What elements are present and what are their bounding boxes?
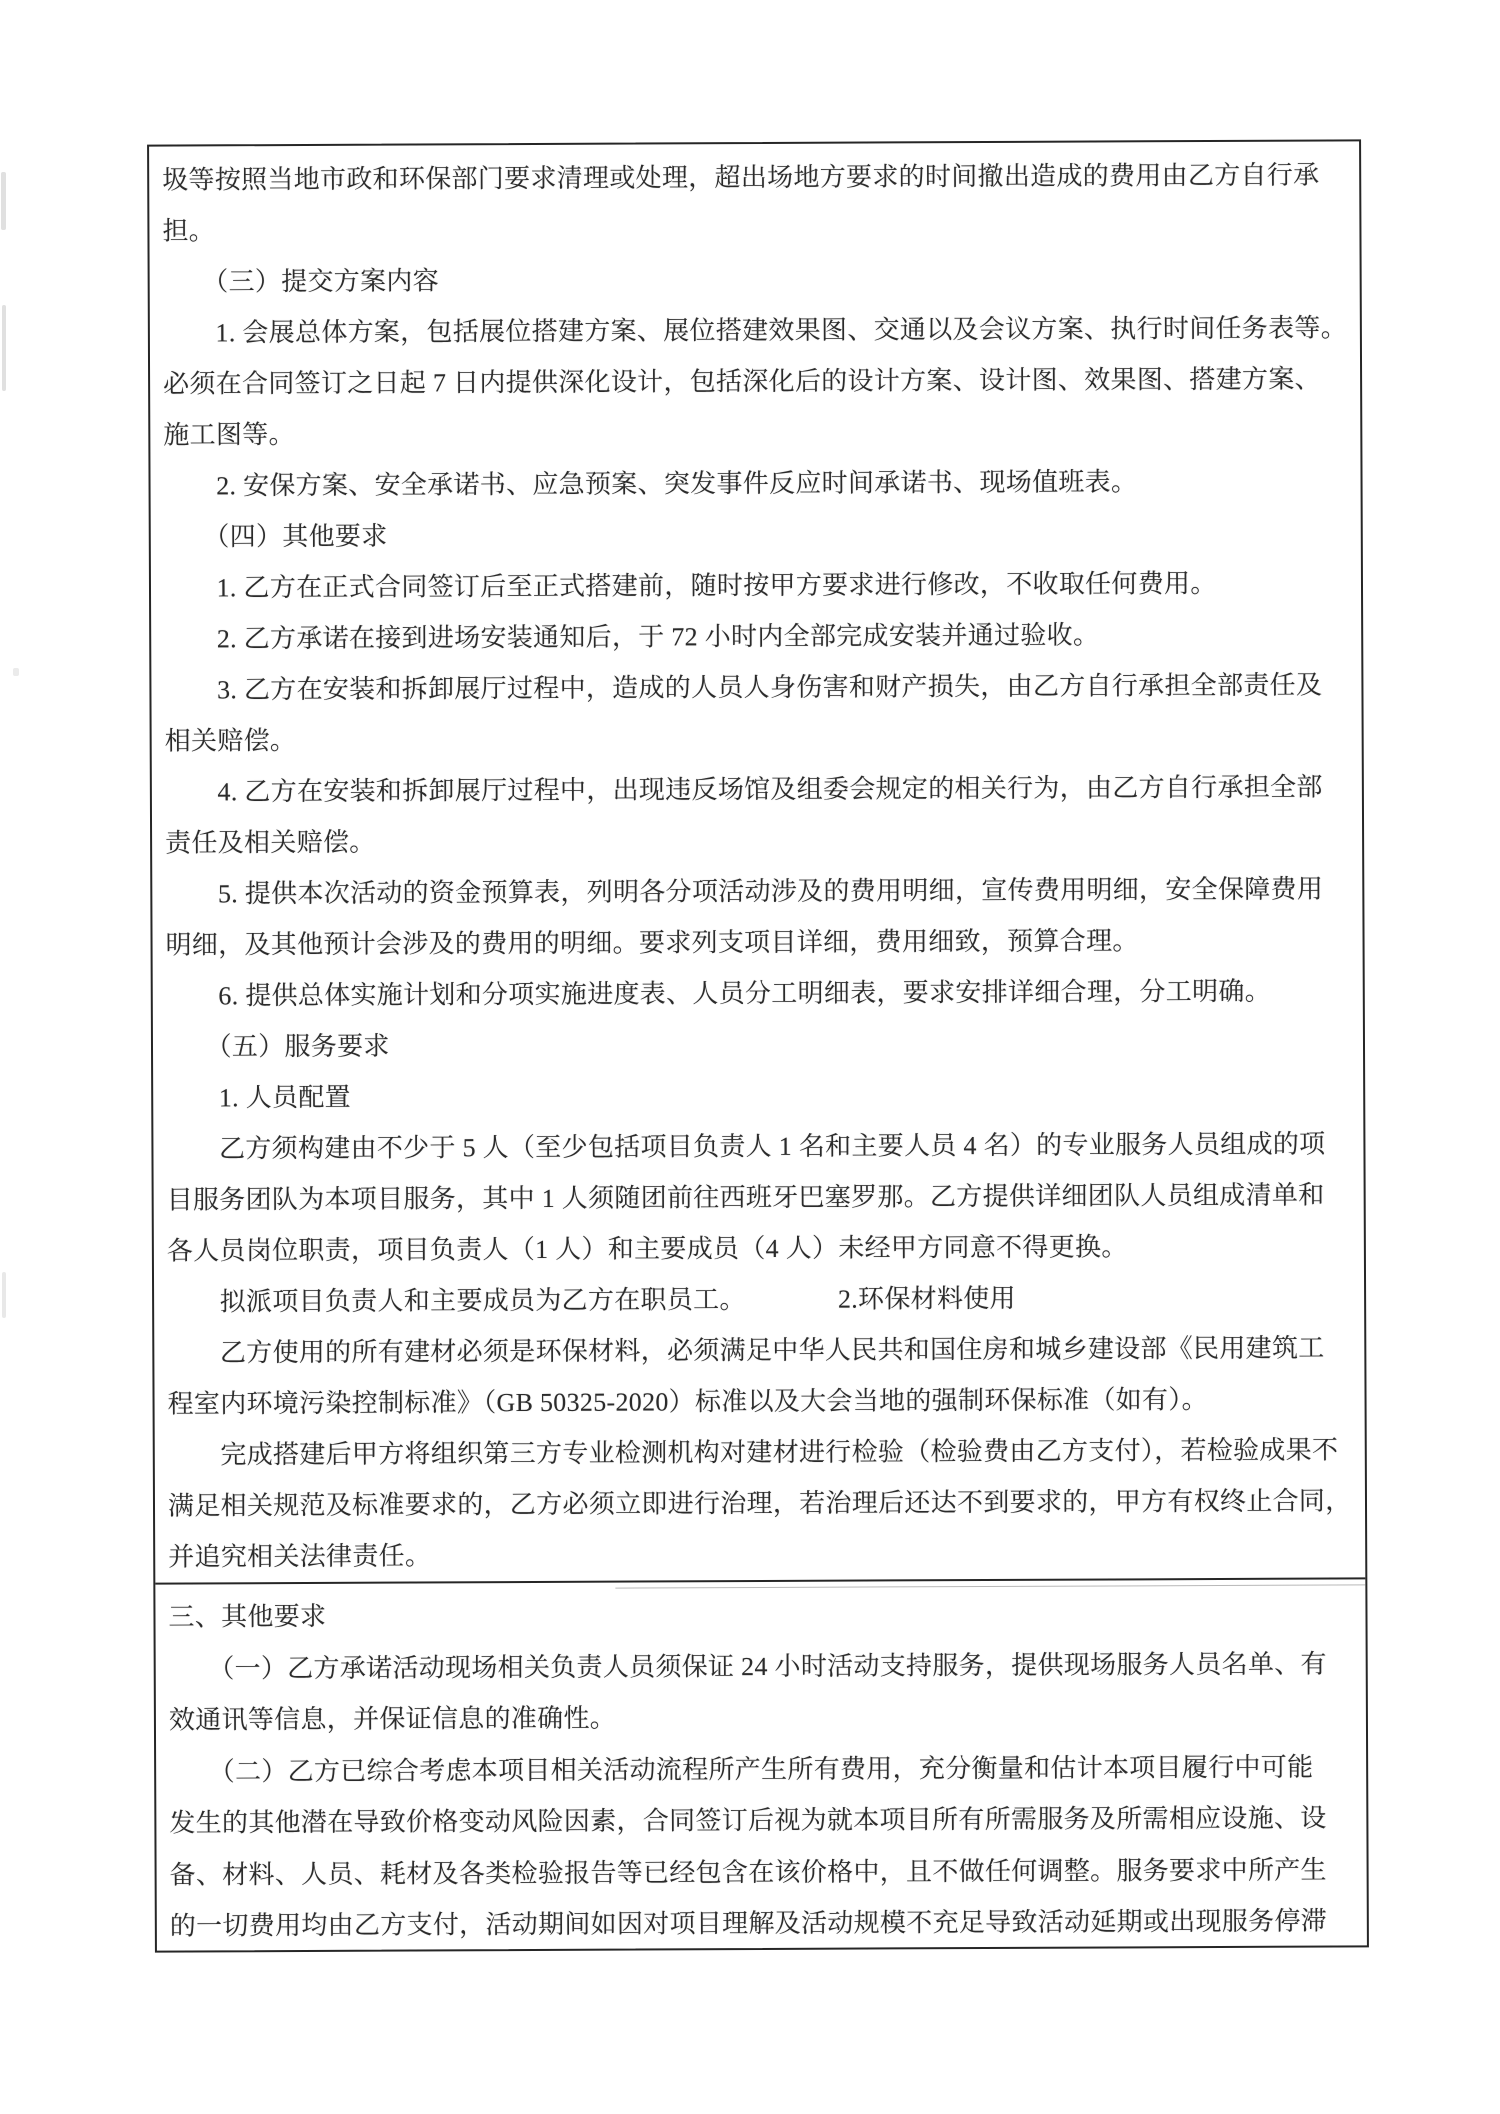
text-line: 明细，及其他预计会涉及的费用的明细。要求列支项目详细，费用细致，预算合理。 (165, 926, 1139, 960)
text-line: 目服务团队为本项目服务，其中 1 人须随团前往西班牙巴塞罗那。乙方提供详细团队人员组成清单和 (166, 1180, 1325, 1215)
scan-speck-artifact (13, 668, 19, 676)
text-line: 2. 安保方案、安全承诺书、应急预案、突发事件反应时间承诺书、现场值班表。 (163, 467, 1138, 501)
table-cell-other-requirements (155, 1577, 1367, 1950)
contract-terms-table (147, 139, 1369, 1952)
text-line: 施工图等。 (163, 420, 295, 450)
text-line: 1. 乙方在正式合同签订后至正式搭建前，随时按甲方要求进行修改，不收取任何费用。 (163, 568, 1217, 603)
text-line: 必须在合同签订之日起 7 日内提供深化设计，包括深化后的设计方案、设计图、效果图、搭建方案、 (163, 364, 1321, 399)
scan-edge-artifact (1, 172, 6, 230)
text-line: 完成搭建后甲方将组织第三方专业检测机构对建材进行检验（检验费由乙方支付），若检验成果不 (167, 1435, 1339, 1470)
text-line: （五）服务要求 (165, 1031, 390, 1062)
text-line: （一）乙方承诺活动现场相关负责人员须保证 24 小时活动支持服务，提供现场服务人员名单、有 (168, 1649, 1327, 1684)
text-line: 5. 提供本次活动的资金预算表，列明各分项活动涉及的费用明细，宣传费用明细，安全保障费用 (165, 874, 1324, 909)
text-line: 各人员岗位职责，项目负责人（1 人）和主要成员（4 人）未经甲方同意不得更换。 (166, 1232, 1128, 1266)
text-line: 满足相关规范及标准要求的，乙方必须立即进行治理，若治理后还达不到要求的，甲方有权终止合同， (167, 1486, 1352, 1521)
text-line: 1. 人员配置 (166, 1082, 351, 1113)
text-line: 3. 乙方在安装和拆卸展厅过程中，造成的人员人身伤害和财产损失，由乙方自行承担全部责任及 (164, 670, 1323, 705)
text-line: （四）其他要求 (163, 521, 388, 552)
text-line: 6. 提供总体实施计划和分项实施进度表、人员分工明细表，要求安排详细合理，分工明确。 (165, 976, 1272, 1011)
text-line: （二）乙方已综合考虑本项目相关活动流程所产生所有费用，充分衡量和估计本项目履行中可能 (169, 1752, 1314, 1787)
text-line: 并追究相关法律责任。 (168, 1541, 432, 1572)
text-line: 2. 乙方承诺在接到进场安装通知后，于 72 小时内全部完成安装并通过验收。 (164, 620, 1100, 654)
text-line: 的一切费用均由乙方支付，活动期间如因对项目理解及活动规模不充足导致活动延期或出现服务停滞 (169, 1906, 1328, 1941)
text-line: 乙方须构建由不少于 5 人（至少包括项目负责人 1 名和主要人员 4 名）的专业服务人员组成的项 (166, 1129, 1326, 1164)
text-line: 发生的其他潜在导致价格变动风险因素，合同签订后视为就本项目所有所需服务及所需相应设施、设 (169, 1803, 1327, 1838)
text-line: 4. 乙方在安装和拆卸展厅过程中，出现违反场馆及组委会规定的相关行为，由乙方自行承担全部 (164, 772, 1323, 807)
table-cell-service-requirements (149, 141, 1365, 1582)
text-line: 乙方使用的所有建材必须是环保材料，必须满足中华人民共和国住房和城乡建设部《民用建筑工 (167, 1333, 1325, 1368)
scan-edge-artifact (2, 1272, 6, 1318)
text-line: 担。 (162, 216, 216, 246)
scan-edge-artifact (2, 305, 6, 391)
text-line: 相关赔偿。 (164, 726, 297, 756)
text-line: 三、其他要求 (168, 1601, 327, 1632)
text-line: 1. 会展总体方案，包括展位搭建方案、展位搭建效果图、交通以及会议方案、执行时间任务表等。 (162, 313, 1348, 348)
text-line: 拟派项目负责人和主要成员为乙方在职员工。 2.环保材料使用 (167, 1283, 1016, 1317)
text-line: 程室内环境污染控制标准》（GB 50325-2020）标准以及大会当地的强制环保标准（如有）。 (167, 1385, 1209, 1419)
text-line: 圾等按照当地市政和环保部门要求清理或处理，超出场地方要求的时间撤出造成的费用由乙方自行承 (162, 160, 1320, 195)
text-line: 效通讯等信息，并保证信息的准确性。 (168, 1703, 617, 1735)
text-line: （三）提交方案内容 (162, 266, 440, 297)
text-line: 责任及相关赔偿。 (165, 827, 376, 858)
text-line: 备、材料、人员、耗材及各类检验报告等已经包含在该价格中，且不做任何调整。服务要求中所产生 (169, 1855, 1327, 1890)
